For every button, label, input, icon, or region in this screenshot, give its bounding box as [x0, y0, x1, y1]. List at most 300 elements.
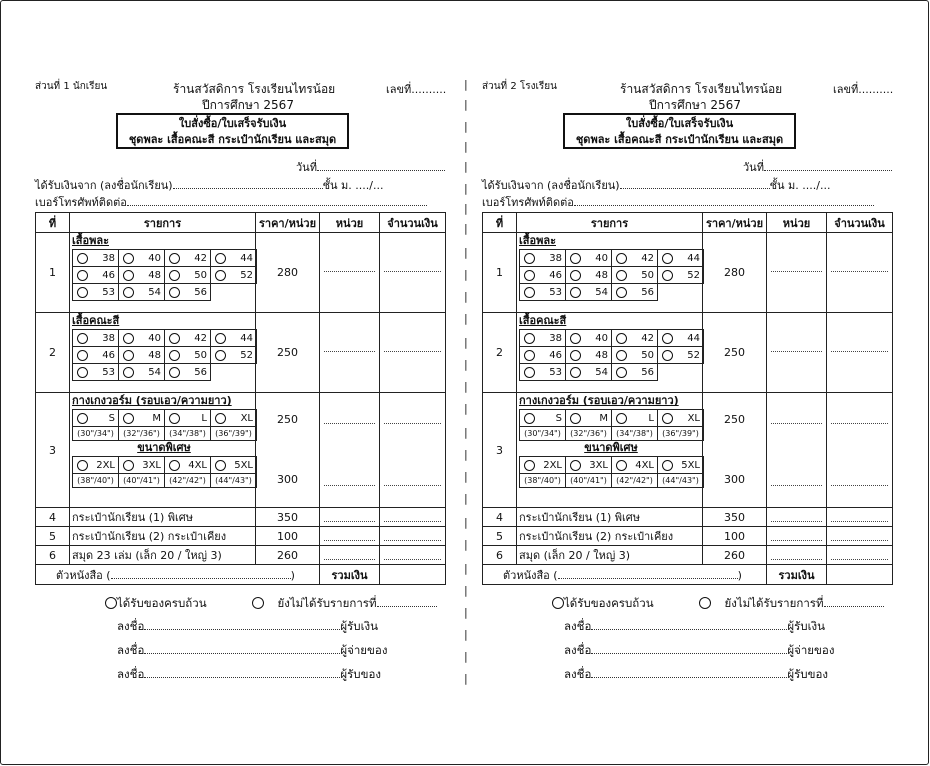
size-option[interactable]	[519, 363, 566, 381]
amount-cell[interactable]	[380, 546, 446, 565]
size-option[interactable]	[164, 363, 211, 381]
size-option[interactable]	[210, 346, 257, 364]
row-number: 6	[483, 546, 517, 565]
size-label: 4XL	[635, 459, 654, 471]
phone-field[interactable]	[127, 195, 427, 206]
signature-field[interactable]	[591, 667, 787, 678]
total-label: รวมเงิน	[320, 565, 380, 585]
size-option[interactable]	[72, 329, 119, 347]
unit-cell[interactable]	[320, 508, 380, 527]
radio-circle-icon	[77, 287, 88, 298]
size-option[interactable]	[611, 456, 658, 474]
size-label: 38	[549, 252, 562, 264]
table-row	[483, 313, 893, 393]
size-label: 46	[549, 269, 562, 281]
size-label: S	[555, 412, 562, 424]
size-label: 5XL	[234, 459, 253, 471]
radio-circle-icon	[123, 270, 134, 281]
total-row	[483, 565, 893, 585]
size-label: 40	[595, 332, 608, 344]
item-price: 100	[703, 527, 767, 546]
unit-cell[interactable]	[767, 508, 827, 527]
radio-circle-icon	[616, 287, 627, 298]
size-label: 53	[549, 286, 562, 298]
signature-field[interactable]	[144, 643, 340, 654]
jogger-size-grid	[519, 409, 703, 440]
signature-field[interactable]	[144, 619, 340, 630]
size-label: 5XL	[681, 459, 700, 471]
words-close: )	[290, 568, 295, 582]
unit-cell[interactable]	[320, 527, 380, 546]
received-complete-label: ได้รับของครบถ้วน	[564, 596, 654, 610]
radio-circle-icon	[570, 287, 581, 298]
signature-label: ลงชื่อ	[117, 667, 145, 681]
size-option[interactable]	[164, 329, 211, 347]
size-option[interactable]	[118, 363, 165, 381]
separator-mark: |	[464, 358, 468, 371]
radio-circle-icon	[169, 253, 180, 264]
separator-mark: |	[464, 584, 468, 597]
radio-circle-icon	[616, 333, 627, 344]
table-header-row	[483, 213, 893, 233]
row-number: 3	[36, 393, 70, 508]
separator-mark: |	[464, 516, 468, 529]
form-title: ใบสั่งซื้อ/ใบเสร็จรับเงิน	[625, 117, 734, 130]
items-table	[35, 212, 446, 585]
size-label: 54	[595, 286, 608, 298]
table-row	[483, 233, 893, 313]
amount-cell[interactable]	[380, 527, 446, 546]
table-row	[483, 527, 893, 546]
separator-mark: |	[464, 402, 468, 415]
shop-name: ร้านสวัสดิการ โรงเรียนไทรน้อย	[173, 82, 336, 96]
separator-mark: |	[464, 140, 468, 153]
size-label: 2XL	[543, 459, 562, 471]
radio-circle-icon	[524, 367, 535, 378]
table-row	[36, 233, 446, 313]
size-measurement: (34"/38")	[611, 426, 658, 441]
words-cell	[483, 565, 767, 585]
size-label: M	[599, 412, 608, 424]
size-label: 46	[102, 269, 115, 281]
size-label: 50	[194, 269, 207, 281]
row-number: 6	[36, 546, 70, 565]
simple-rows	[483, 508, 893, 565]
size-option[interactable]	[565, 266, 612, 284]
unit-cell[interactable]	[320, 233, 380, 313]
size-option[interactable]	[657, 266, 704, 284]
size-option[interactable]	[565, 363, 612, 381]
size-option[interactable]	[118, 249, 165, 267]
student-name-field[interactable]	[620, 178, 770, 189]
signature-field[interactable]	[591, 643, 787, 654]
pe-shirt-cell	[70, 233, 256, 313]
size-option[interactable]	[611, 249, 658, 267]
academic-year: ปีการศึกษา 2567	[649, 98, 741, 112]
words-label: ตัวหนังสือ (	[503, 568, 558, 582]
size-option[interactable]	[164, 346, 211, 364]
pe-shirt-title: เสื้อพละ	[519, 234, 556, 247]
item-price: 260	[256, 546, 320, 565]
signature-line	[117, 642, 387, 660]
separator-mark: |	[464, 98, 468, 111]
separator-mark: |	[464, 202, 468, 215]
separator-mark: |	[464, 78, 468, 91]
size-label: S	[108, 412, 115, 424]
separator-mark: |	[464, 182, 468, 195]
signature-role: ผู้รับของ	[787, 667, 828, 681]
separator-mark: |	[464, 492, 468, 505]
radio-circle-icon	[616, 460, 627, 471]
date-field[interactable]	[764, 160, 892, 171]
table-row	[36, 508, 446, 527]
special-size-title: ขนาดพิเศษ	[137, 441, 191, 454]
size-option[interactable]	[164, 409, 211, 427]
size-option[interactable]	[72, 283, 119, 301]
size-option[interactable]	[565, 283, 612, 301]
size-option[interactable]	[519, 456, 566, 474]
house-shirt-title: เสื้อคณะสี	[519, 314, 567, 327]
radio-circle-icon	[169, 287, 180, 298]
row-number: 1	[483, 233, 517, 313]
student-name-field[interactable]	[173, 178, 323, 189]
size-option[interactable]	[164, 283, 211, 301]
receipt-status-row	[552, 595, 884, 613]
size-label: 50	[641, 349, 654, 361]
amount-cell[interactable]	[827, 313, 893, 393]
size-option[interactable]	[118, 283, 165, 301]
special-size-grid	[72, 456, 256, 487]
size-label: 52	[240, 349, 253, 361]
item-price: 350	[703, 508, 767, 527]
amount-cell[interactable]	[380, 313, 446, 393]
unit-cell[interactable]	[767, 233, 827, 313]
separator-mark: |	[464, 380, 468, 393]
received-complete-radio[interactable]	[105, 597, 117, 609]
item-name: กระเป๋านักเรียน (2) กระเป๋าเคียง	[70, 527, 256, 546]
size-option[interactable]	[118, 456, 165, 474]
size-label: 56	[194, 366, 207, 378]
size-option[interactable]	[657, 329, 704, 347]
size-option[interactable]	[611, 409, 658, 427]
form-subtitle: ชุดพละ เสื้อคณะสี กระเป๋านักเรียน และสมุด	[575, 133, 784, 146]
size-option[interactable]	[72, 409, 119, 427]
house-shirt-title: เสื้อคณะสี	[72, 314, 120, 327]
amount-cell[interactable]	[827, 546, 893, 565]
jogger-cell	[70, 393, 256, 508]
amount-in-words-field[interactable]	[558, 569, 738, 579]
size-option[interactable]	[72, 363, 119, 381]
jogger-special-price: 300	[277, 473, 298, 486]
amount-cell[interactable]	[380, 233, 446, 313]
special-size-title: ขนาดพิเศษ	[584, 441, 638, 454]
size-option[interactable]	[210, 266, 257, 284]
radio-circle-icon	[215, 333, 226, 344]
size-option[interactable]	[611, 346, 658, 364]
size-measurement: (44"/43")	[210, 473, 257, 488]
receipt-status-row	[105, 595, 437, 613]
radio-circle-icon	[662, 253, 673, 264]
size-label: 52	[687, 269, 700, 281]
size-option[interactable]	[565, 346, 612, 364]
radio-circle-icon	[215, 350, 226, 361]
header-price: ราคา/หน่วย	[256, 213, 320, 233]
signature-role: ผู้รับของ	[340, 667, 381, 681]
unit-cell[interactable]	[767, 527, 827, 546]
table-header-row	[36, 213, 446, 233]
signature-label: ลงชื่อ	[564, 667, 592, 681]
size-option[interactable]	[611, 283, 658, 301]
radio-circle-icon	[570, 350, 581, 361]
not-received-label: ยังไม่ได้รับรายการที่	[724, 596, 824, 610]
size-option[interactable]	[72, 346, 119, 364]
signature-label: ลงชื่อ	[564, 643, 592, 657]
size-label: 44	[687, 252, 700, 264]
jogger-price-cell	[703, 393, 767, 508]
phone-field[interactable]	[574, 195, 874, 206]
size-option[interactable]	[611, 329, 658, 347]
size-option[interactable]	[164, 456, 211, 474]
radio-circle-icon	[662, 413, 673, 424]
size-measurement: (44"/43")	[657, 473, 704, 488]
radio-circle-icon	[123, 350, 134, 361]
radio-circle-icon	[662, 460, 673, 471]
size-option[interactable]	[565, 329, 612, 347]
radio-circle-icon	[77, 413, 88, 424]
unit-cell[interactable]	[767, 393, 827, 508]
row-number: 5	[36, 527, 70, 546]
signature-field[interactable]	[591, 619, 787, 630]
row-number: 3	[483, 393, 517, 508]
radio-circle-icon	[662, 350, 673, 361]
size-label: XL	[240, 412, 253, 424]
size-label: 56	[194, 286, 207, 298]
radio-circle-icon	[524, 460, 535, 471]
radio-circle-icon	[77, 350, 88, 361]
row-number: 1	[36, 233, 70, 313]
separator-mark: |	[464, 222, 468, 235]
house-shirt-size-grid	[72, 329, 256, 380]
radio-circle-icon	[77, 367, 88, 378]
signature-line	[117, 666, 381, 684]
row-number: 4	[36, 508, 70, 527]
separator-mark: |	[464, 650, 468, 663]
received-from-label: ได้รับเงินจาก (ลงชื่อนักเรียน)	[35, 179, 173, 192]
separator-mark: |	[464, 470, 468, 483]
header-unit: หน่วย	[767, 213, 827, 233]
amount-cell[interactable]	[827, 508, 893, 527]
size-measurement: (36"/39")	[657, 426, 704, 441]
size-label: 3XL	[589, 459, 608, 471]
size-option[interactable]	[519, 249, 566, 267]
size-option[interactable]	[72, 456, 119, 474]
separator-mark: |	[464, 562, 468, 575]
size-label: 50	[641, 269, 654, 281]
radio-circle-icon	[123, 413, 134, 424]
date-label: วันที่	[296, 161, 317, 174]
size-option[interactable]	[519, 283, 566, 301]
size-option[interactable]	[519, 266, 566, 284]
header-unit: หน่วย	[320, 213, 380, 233]
size-option[interactable]	[118, 266, 165, 284]
jogger-title: กางเกงวอร์ม (รอบเอว/ความยาว)	[72, 394, 232, 407]
radio-circle-icon	[616, 413, 627, 424]
size-option[interactable]	[519, 329, 566, 347]
house-shirt-price: 250	[703, 313, 767, 393]
receipt-number: เลขที่..........	[833, 83, 894, 96]
pe-shirt-price: 280	[256, 233, 320, 313]
separator-mark: |	[464, 606, 468, 619]
item-name: กระเป๋านักเรียน (1) พิเศษ	[517, 508, 703, 527]
radio-circle-icon	[215, 253, 226, 264]
size-label: 56	[641, 286, 654, 298]
size-option[interactable]	[210, 329, 257, 347]
size-option[interactable]	[164, 249, 211, 267]
received-from-row	[35, 176, 384, 194]
size-option[interactable]	[565, 249, 612, 267]
size-option[interactable]	[72, 249, 119, 267]
missing-items-field[interactable]	[377, 596, 437, 607]
item-price: 100	[256, 527, 320, 546]
separator-mark: |	[464, 672, 468, 685]
jogger-price: 250	[277, 413, 298, 426]
unit-cell[interactable]	[320, 546, 380, 565]
size-label: 53	[102, 286, 115, 298]
item-name: กระเป๋านักเรียน (1) พิเศษ	[70, 508, 256, 527]
size-measurement: (32"/36")	[565, 426, 612, 441]
missing-items-field[interactable]	[824, 596, 884, 607]
size-option[interactable]	[118, 346, 165, 364]
amount-in-words-field[interactable]	[111, 569, 291, 579]
radio-circle-icon	[616, 270, 627, 281]
header-amount: จำนวนเงิน	[380, 213, 446, 233]
size-label: 42	[641, 332, 654, 344]
size-label: 52	[687, 349, 700, 361]
pe-shirt-size-grid	[72, 249, 256, 300]
radio-circle-icon	[616, 253, 627, 264]
signature-line	[117, 618, 378, 636]
pe-shirt-cell	[517, 233, 703, 313]
unit-cell[interactable]	[320, 393, 380, 508]
radio-circle-icon	[123, 460, 134, 471]
size-option[interactable]	[210, 409, 257, 427]
radio-circle-icon	[215, 460, 226, 471]
jogger-price-cell	[256, 393, 320, 508]
size-label: 52	[240, 269, 253, 281]
total-amount-cell[interactable]	[827, 565, 893, 585]
signature-line	[564, 666, 828, 684]
size-option[interactable]	[519, 409, 566, 427]
not-received-radio[interactable]	[252, 597, 264, 609]
words-cell	[36, 565, 320, 585]
radio-circle-icon	[570, 413, 581, 424]
unit-cell[interactable]	[320, 313, 380, 393]
radio-circle-icon	[524, 350, 535, 361]
table-row	[483, 393, 893, 508]
size-label: 40	[595, 252, 608, 264]
size-label: 42	[194, 252, 207, 264]
amount-cell[interactable]	[827, 527, 893, 546]
size-label: 44	[240, 332, 253, 344]
not-received-radio[interactable]	[699, 597, 711, 609]
separator-mark: |	[464, 448, 468, 461]
radio-circle-icon	[169, 367, 180, 378]
size-label: M	[152, 412, 161, 424]
table-row	[36, 313, 446, 393]
table-row	[36, 393, 446, 508]
item-price: 350	[256, 508, 320, 527]
jogger-size-grid	[72, 409, 256, 440]
form-title-box	[116, 113, 349, 149]
amount-cell[interactable]	[827, 233, 893, 313]
size-option[interactable]	[118, 409, 165, 427]
unit-cell[interactable]	[767, 546, 827, 565]
size-option[interactable]	[210, 249, 257, 267]
radio-circle-icon	[524, 270, 535, 281]
radio-circle-icon	[570, 253, 581, 264]
size-label: 48	[148, 349, 161, 361]
items-table	[482, 212, 893, 585]
not-received-label: ยังไม่ได้รับรายการที่	[277, 596, 377, 610]
radio-circle-icon	[77, 460, 88, 471]
signature-role: ผู้จ่ายของ	[340, 643, 388, 657]
size-option[interactable]	[565, 409, 612, 427]
amount-cell[interactable]	[827, 393, 893, 508]
size-measurement: (40"/41")	[565, 473, 612, 488]
size-option[interactable]	[657, 249, 704, 267]
size-option[interactable]	[164, 266, 211, 284]
house-shirt-cell	[517, 313, 703, 393]
size-measurement: (38"/40")	[72, 473, 119, 488]
size-option[interactable]	[611, 266, 658, 284]
received-complete-radio[interactable]	[552, 597, 564, 609]
date-field[interactable]	[317, 160, 445, 171]
amount-cell[interactable]	[380, 393, 446, 508]
size-option[interactable]	[657, 456, 704, 474]
size-label: 38	[102, 252, 115, 264]
size-option[interactable]	[565, 456, 612, 474]
table-row	[36, 546, 446, 565]
size-label: 48	[595, 349, 608, 361]
size-label: 42	[194, 332, 207, 344]
size-option[interactable]	[118, 329, 165, 347]
size-option[interactable]	[519, 346, 566, 364]
radio-circle-icon	[123, 333, 134, 344]
radio-circle-icon	[662, 333, 673, 344]
size-option[interactable]	[210, 456, 257, 474]
size-option[interactable]	[657, 409, 704, 427]
size-option[interactable]	[611, 363, 658, 381]
size-option[interactable]	[72, 266, 119, 284]
size-measurement: (30"/34")	[519, 426, 566, 441]
header-no: ที่	[483, 213, 517, 233]
pe-shirt-price: 280	[703, 233, 767, 313]
signature-label: ลงชื่อ	[117, 619, 145, 633]
received-complete-label: ได้รับของครบถ้วน	[117, 596, 207, 610]
radio-circle-icon	[570, 270, 581, 281]
unit-cell[interactable]	[767, 313, 827, 393]
radio-circle-icon	[570, 367, 581, 378]
radio-circle-icon	[77, 253, 88, 264]
date-row	[296, 158, 445, 176]
signature-field[interactable]	[144, 667, 340, 678]
total-amount-cell[interactable]	[380, 565, 446, 585]
form-title-box	[563, 113, 796, 149]
size-option[interactable]	[657, 346, 704, 364]
radio-circle-icon	[524, 413, 535, 424]
signature-label: ลงชื่อ	[117, 643, 145, 657]
amount-cell[interactable]	[380, 508, 446, 527]
